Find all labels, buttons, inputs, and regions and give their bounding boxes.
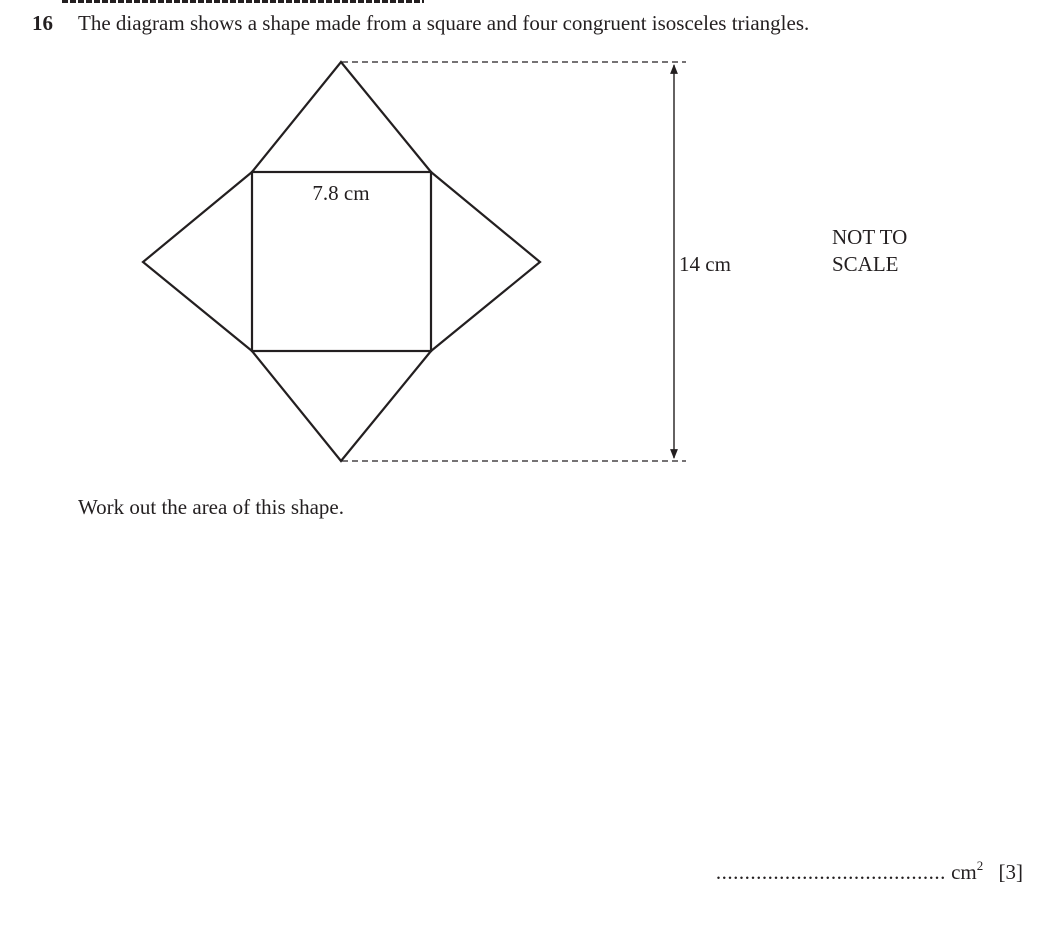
height-label: 14 cm	[679, 252, 731, 276]
square-side-label: 7.8 cm	[312, 181, 370, 205]
not-to-scale-line2: SCALE	[832, 252, 899, 276]
top-triangle	[252, 62, 431, 172]
bottom-triangle	[252, 351, 431, 461]
answer-unit: cm	[951, 860, 977, 884]
instruction-text: Work out the area of this shape.	[78, 495, 344, 519]
right-triangle	[431, 172, 540, 351]
answer-blank[interactable]: ........................................	[715, 860, 946, 884]
question-number: 16	[32, 11, 53, 35]
left-triangle	[143, 172, 252, 351]
question-text: The diagram shows a shape made from a square and four congruent isosceles triangles.	[78, 11, 810, 35]
answer-line	[716, 858, 1023, 885]
marks-label: [3]	[998, 860, 1023, 884]
not-to-scale-note	[832, 224, 907, 278]
answer-unit-power: 2	[976, 858, 984, 873]
not-to-scale-line1: NOT TO	[832, 225, 908, 249]
